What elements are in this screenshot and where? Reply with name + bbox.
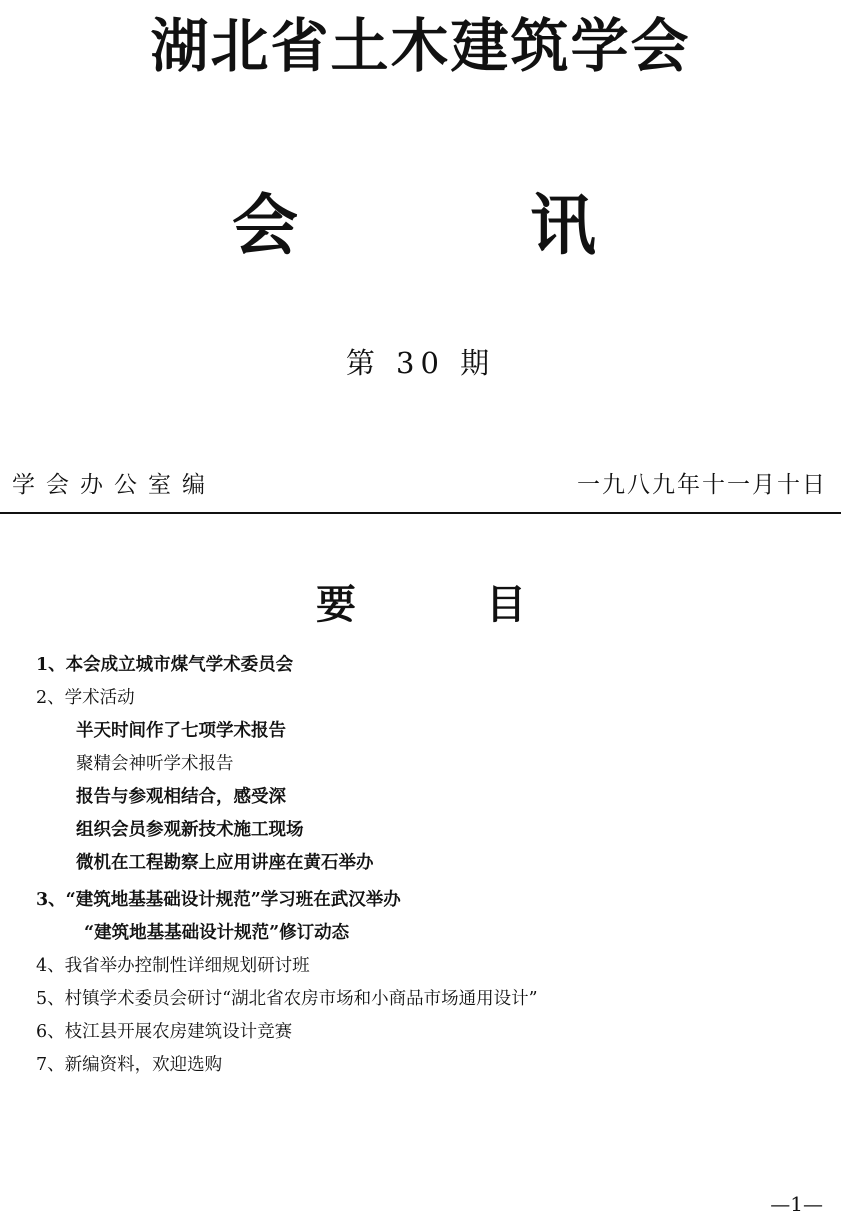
toc-item: 3、“建筑地基基础设计规范”学习班在武汉举办 — [36, 890, 401, 910]
header-divider — [0, 512, 841, 514]
organization-title: 湖北省土木建筑学会 — [150, 12, 691, 80]
publication-title-char-2: 讯 — [530, 187, 596, 264]
toc-item: 6、枝江县开展农房建筑设计竞赛 — [36, 1022, 293, 1042]
publication-title-char-1: 会 — [232, 187, 298, 264]
toc-subitem: 报告与参观相结合，感受深 — [76, 787, 286, 807]
toc-item: 1、本会成立城市煤气学术委员会 — [36, 655, 294, 675]
toc-item: 5、村镇学术委员会研讨“湖北省农房市场和小商品市场通用设计” — [36, 989, 538, 1009]
toc-subitem: “建筑地基基础设计规范”修订动态 — [84, 923, 350, 943]
toc-subitem: 半天时间作了七项学术报告 — [76, 721, 286, 741]
toc-subitem: 聚精会神听学术报告 — [76, 754, 234, 774]
toc-item: 2、学术活动 — [36, 688, 135, 708]
editor-line: 学会办公室编 — [12, 472, 216, 498]
publication-title — [0, 186, 841, 266]
toc-item: 4、我省举办控制性详细规划研讨班 — [36, 956, 310, 976]
issue-number: 第 30 期 — [345, 346, 496, 380]
toc-heading-char-2: 目 — [486, 582, 526, 628]
toc-heading-char-1: 要 — [316, 582, 356, 628]
toc-subitem: 微机在工程勘察上应用讲座在黄石举办 — [76, 853, 374, 873]
publication-date: 一九八九年十一月十日 — [577, 472, 827, 498]
toc-item: 7、新编资料，欢迎选购 — [36, 1055, 223, 1075]
toc-heading — [0, 578, 841, 632]
toc-subitem: 组织会员参观新技术施工现场 — [76, 820, 304, 840]
page-number: —1— — [770, 1192, 823, 1216]
